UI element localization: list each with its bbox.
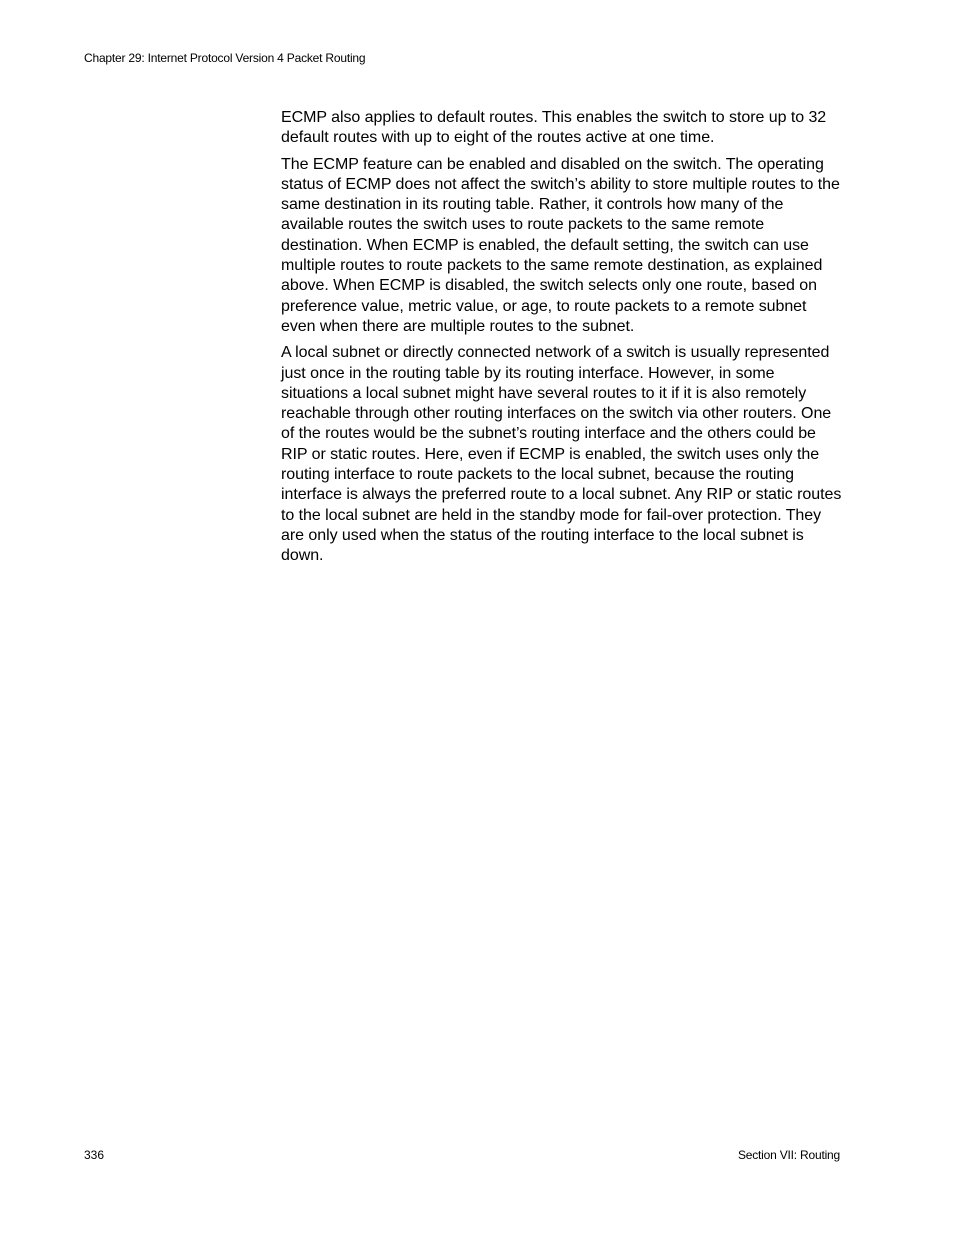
footer-section-title: Section VII: Routing [737, 1148, 840, 1162]
paragraph-local-subnet: A local subnet or directly connected network of a switch is usually represented just once in the routing table by its routing interface. However, in some situations a local subnet might have several routes to it if it is also remotely reachable through other routing interfaces on the switch via other routers. One of the routes would be the subnet’s routing interface and the others could be RIP or static routes. Here, even if ECMP is enabled, the switch uses only the routing interface to route packets to the local subnet, because the routing interface is always the preferred route to a local subnet. Any RIP or static routes to the local subnet are held in the standby mode for fail-over protection. They are only used when the status of the routing interface to the local subnet is down. [281, 344, 842, 565]
page-number: 336 [84, 1148, 105, 1162]
running-header: Chapter 29: Internet Protocol Version 4 Packet Routing [84, 51, 366, 65]
body-text [281, 108, 843, 573]
paragraph-ecmp-enable-disable: The ECMP feature can be enabled and disabled on the switch. The operating status of ECMP does not affect the switch’s ability to store multiple routes to the same destination in its routing table. Rather, it controls how many of the available routes the switch uses to route packets to the same remote destination. When ECMP is enabled, the default setting, the switch can use multiple routes to route packets to the same remote destination, as explained above. When ECMP is disabled, the switch selects only one route, based on preference value, metric value, or age, to route packets to a remote subnet even when there are multiple routes to the subnet. [281, 155, 840, 335]
paragraph-ecmp-default-routes: ECMP also applies to default routes. This enables the switch to store up to 32 default routes with up to eight of the routes active at one time. [281, 109, 827, 147]
